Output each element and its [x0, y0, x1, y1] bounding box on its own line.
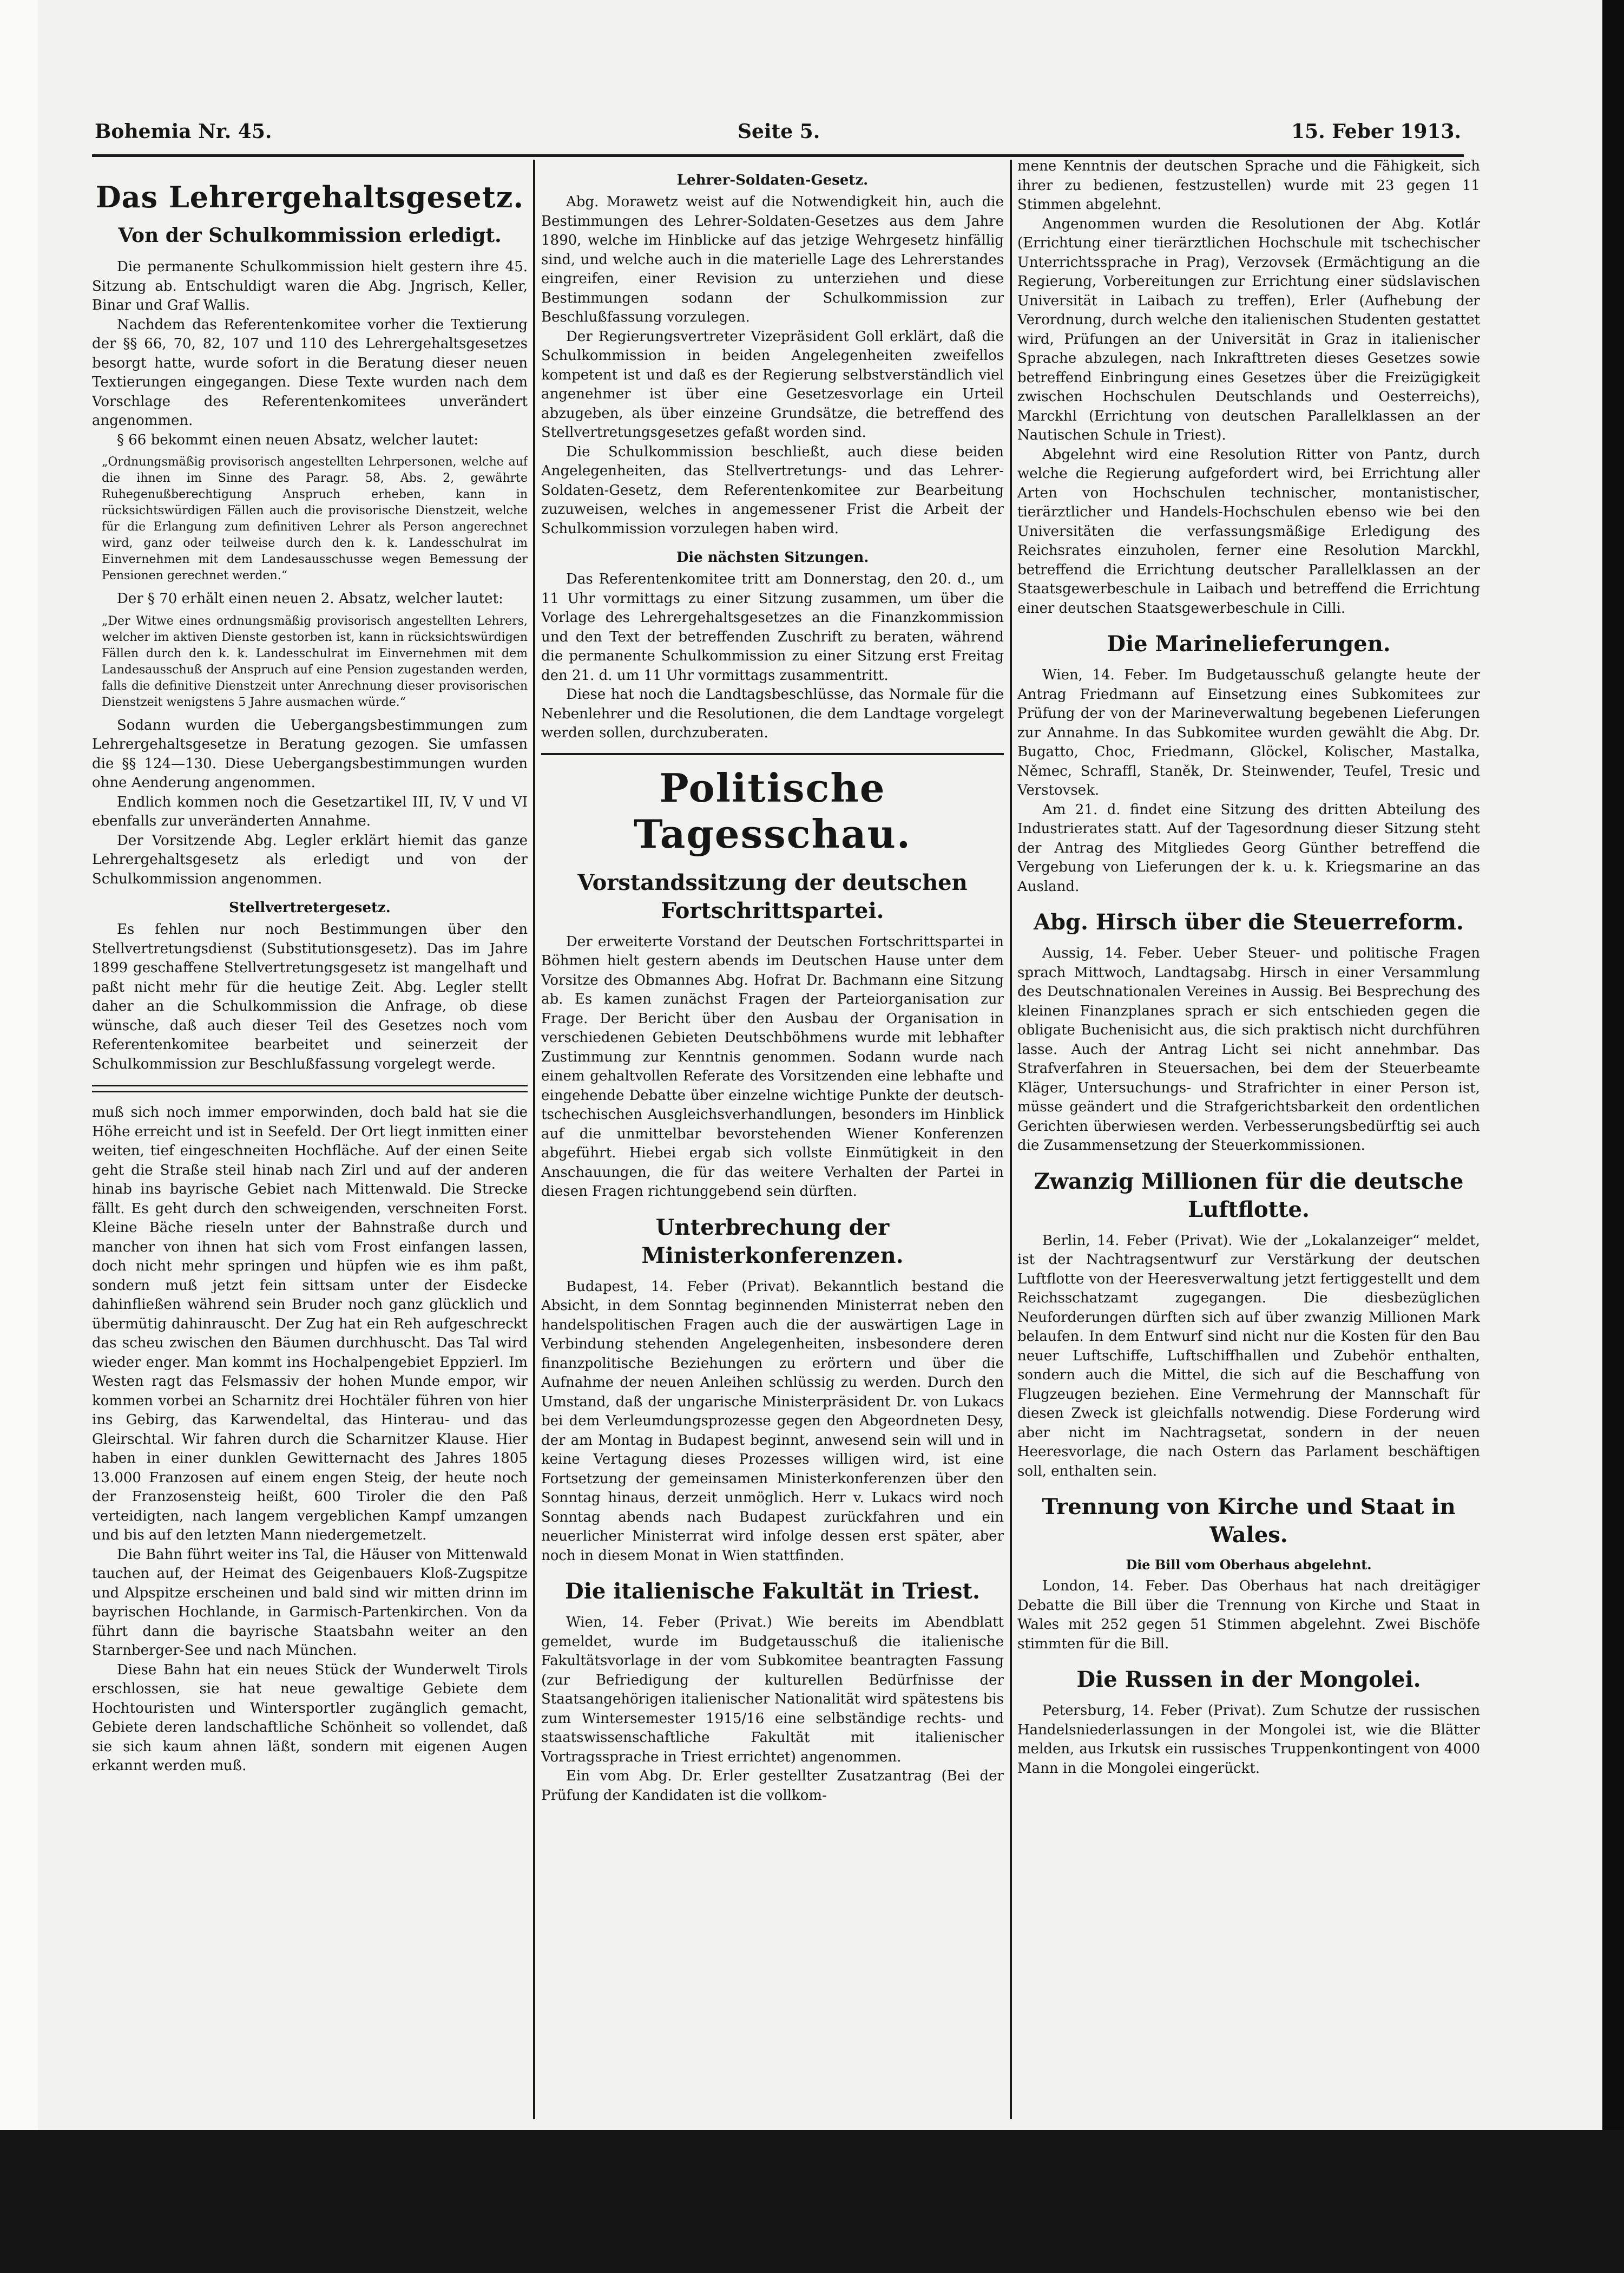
- article-subtitle: Von der Schulkommission erledigt.: [118, 224, 502, 247]
- paragraph: Diese hat noch die Landtagsbeschlüsse, das Normale für die Nebenlehrer und die Resolutionen, die dem Landtage vorgelegt werden sollen, durchzuberaten.: [541, 686, 1004, 741]
- article-body: [92, 258, 528, 450]
- column-2: [541, 168, 1004, 2117]
- column-rule-1: [533, 160, 535, 2119]
- scan-edge: [1602, 0, 1624, 2273]
- paragraph: Abg. Morawetz weist auf die Notwendigkeit hin, auch die Bestimmungen des Lehrer-Soldaten-Gesetzes aus dem Jahre 1890, welche im Hinblicke auf das jetzige Wehrgesetz hinfällig sind, und welche auch in die materielle Lage des Lehrerstandes eingreifen, einer Revision zu unterziehen und diese Bestimmungen sodann der Schulkommission zur Beschlußfassung vorzulegen.: [541, 194, 1004, 325]
- section-heading: Lehrer-Soldaten-Gesetz.: [676, 172, 869, 188]
- article-title: Trennung von Kirche und Staat in Wales.: [1042, 1494, 1456, 1548]
- feuilleton-rule: [92, 1085, 528, 1092]
- header-issue: Bohemia Nr. 45.: [95, 120, 272, 143]
- paragraph: muß sich noch immer emporwinden, doch bald hat sie die Höhe erreicht und ist in Seefeld. Der Ort liegt inmitten einer weiten, tief eingeschneiten Hochfläche. Auf der einen Seite geht die Straße steil hinab nach Zirl und auf der anderen hinab ins bayrische Gebiet nach Mittenwald. Die Strecke fällt. Es geht durch den schweigenden, verschneiten Forst. Kleine Bäche rieseln unter der Bahnstraße durch und mancher von ihnen hat sich vom Frost einfangen lassen, doch nicht mehr springen und hüpfen wie es ihm paßt, sondern muß jetzt fein sittsam unter der Eisdecke dahinfließen während sein Bruder noch ganz glücklich und übermütig dahinrauscht. Der Zug hat ein Reh aufgeschreckt das scheu zwischen den Bäumen durchhuscht. Das Tal wird wieder enger. Man kommt ins Hochalpengebiet Eppzierl. Im Westen ragt das Felsmassiv der hohen Munde empor, wir kommen vorbei an Scharnitz drei Hochtäler führen von hier ins Gebirg, das Karwendeltal, das Hinterau- und das Gleirschtal. Wir fahren durch die Scharnitzer Klause. Hier haben in einer dunklen Gewitternacht des Jahres 1805 13.000 Franzosen auf einem engen Steig, der heute noch der Franzosensteig heißt, 600 Tiroler die den Paß verteidigten, nach langem vergeblichen Kampf umzangen und bis auf den letzten Mann niedergemetzelt.: [92, 1104, 528, 1543]
- paragraph: Der Vorsitzende Abg. Legler erklärt hiemit das ganze Lehrergehaltsgesetz als erledigt und von der Schulkommission angenommen.: [92, 832, 528, 887]
- paragraph: Es fehlen nur noch Bestimmungen über den Stellvertretungsdienst (Substitutionsgesetz). Das im Jahre 1899 geschaffene Stellvertretungsgesetz ist mangelhaft und paßt nicht mehr für die heutige Zeit. Abg. Legler stellt daher an die Schulkommission die Anfrage, ob diese wünsche, daß auch dieser Teil des Gesetzes noch vom Referentenkomitee bearbeitet und seinerzeit der Schulkommission zur Beschlußfassung vorgelegt werde.: [92, 921, 528, 1072]
- column-1: [92, 168, 528, 2117]
- article-subtitle: Die Bill vom Oberhaus abgelehnt.: [1126, 1557, 1372, 1573]
- scan-bottom-edge: [0, 2130, 1624, 2273]
- paragraph: Petersburg, 14. Feber (Privat). Zum Schutze der russischen Handelsniederlassungen in der Mongolei ist, wie die Blätter melden, aus Irkutsk ein russisches Truppenkontingent von 4000 Mann in die Mongolei eingerückt.: [1017, 1702, 1480, 1777]
- paragraph: Am 21. d. findet eine Sitzung des dritten Abteilung des Industrierates statt. Auf der Tagesordnung dieser Sitzung steht der Antrag des Mitgliedes Georg Günther betreffend die Vergebung von Lieferungen der k. u. k. Kriegsmarine an das Ausland.: [1017, 801, 1480, 895]
- quote: „Der Witwe eines ordnungsmäßig provisorisch angestellten Lehrers, welcher im aktiven Dienste gestorben ist, kann in rücksichtswürdigen Fällen durch den k. k. Landesschulrat im Einvernehmen mit dem Landesausschuß der Anspruch auf eine Pension zugestanden werden, falls die definitive Dienstzeit unter Anrechnung dieser provisorischen Dienstzeit wenigstens 5 Jahre ausmachen würde.“: [102, 614, 528, 709]
- section-heading: Die nächsten Sitzungen.: [676, 549, 869, 566]
- feuilleton-body: [92, 1103, 528, 1776]
- paragraph: Nachdem das Referentenkomitee vorher die Textierung der §§ 66, 70, 82, 107 und 110 des Lehrergehaltsgesetzes besorgt hatte, wurde sofort in die Beratung dieser neuen Textierungen eingegangen. Diese Texte wurden nach dem Vorschlage des Referentenkomitees unverändert angenommen.: [92, 316, 528, 429]
- article-title: Die italienische Fakultät in Triest.: [565, 1578, 980, 1604]
- article-title: Vorstandssitzung der deutschen Fortschrittspartei.: [577, 869, 968, 923]
- paragraph: Abgelehnt wird eine Resolution Ritter von Pantz, durch welche die Regierung aufgefordert wird, bei Errichtung aller Arten von Hochschulen technischer, montanistischer, tierärztlicher und Handels-Hochschulen ebenso wie bei den Universitäten die verfassungsmäßige Erledigung des Reichsrates einzuholen, ferner eine Resolution Marckhl, betreffend die Errichtung deutscher Parallelklassen an der Staatsgewerbeschule in Laibach und betreffend die Errichtung einer deutschen Staatsgewerbeschule in Cilli.: [1017, 446, 1480, 617]
- header-date: 15. Feber 1913.: [1291, 120, 1461, 143]
- paragraph: mene Kenntnis der deutschen Sprache und die Fähigkeit, sich ihrer zu bedienen, festzustellen) wurde mit 23 gegen 11 Stimmen abgelehnt.: [1017, 158, 1480, 213]
- quote: „Ordnungsmäßig provisorisch angestellten Lehrpersonen, welche auf die ihnen im Sinne des Paragr. 58, Abs. 2, gewährte Ruhegenußberechtigung Anspruch erheben, kann in rücksichtswürdigen Fällen auch die provisorische Dienstzeit, welche für die Erlangung zum definitiven Lehrer als Person angerechnet wird, ganz oder teilweise durch den k. k. Landesschulrat im Einvernehmen mit dem Landesausschusse wegen Bemessung der Pensionen gerechnet werden.“: [102, 455, 528, 582]
- paragraph: Die Schulkommission beschließt, auch diese beiden Angelegenheiten, das Stellvertretungs- und das Lehrer-Soldaten-Gesetz, dem Referentenkomitee zur Bearbeitung zuzuweisen, welches in angemessener Frist die Arbeit der Schulkommission vorzulegen haben wird.: [541, 443, 1004, 537]
- paragraph: Diese Bahn hat ein neues Stück der Wunderwelt Tirols erschlossen, sie hat neue gewaltige Gebiete dem Hochtouristen und Wintersportler zugänglich gemacht, Gebiete deren landschaftliche Schönheit so vollendet, daß sie sich kaum ahnen läßt, sondern mit eigenen Augen erkannt werden muß.: [92, 1661, 528, 1774]
- paragraph: London, 14. Feber. Das Oberhaus hat nach dreitägiger Debatte die Bill über die Trennung von Kirche und Staat in Wales mit 252 gegen 51 Stimmen abgelehnt. Zwei Bischöfe stimmten für die Bill.: [1017, 1578, 1480, 1652]
- paragraph: Budapest, 14. Feber (Privat). Bekanntlich bestand die Absicht, in dem Sonntag beginnenden Ministerrat neben den handelspolitischen Fragen auch die der auswärtigen Lage in Verbindung stehenden Angelegenheiten, insbesondere deren finanzpolitische Beziehungen zu erörtern und über die Aufnahme der neuen Anleihen schlüssig zu werden. Durch den Umstand, daß der ungarische Ministerpräsident Dr. von Lukacs bei dem Verleumdungsprozesse gegen den Abgeordneten Desy, der am Montag in Budapest beginnt, anwesend sein will und in keine Vertagung dieses Prozesses willigen wird, ist eine Fortsetzung der gemeinsamen Ministerkonferenzen über den Sonntag hinaus, derzeit unmöglich. Herr v. Lukacs wird noch Sonntag abends nach Budapest zurückfahren und ein neuerlicher Ministerrat wird infolge dessen erst später, aber noch in diesem Monat in Wien stattfinden.: [541, 1278, 1004, 1564]
- article-title: Unterbrechung der Ministerkonferenzen.: [641, 1214, 904, 1268]
- page-margin: [0, 0, 38, 2273]
- section-title: Politische Tagesschau.: [634, 764, 911, 857]
- header-page-number: Seite 5.: [738, 120, 820, 143]
- paragraph: Aussig, 14. Feber. Ueber Steuer- und politische Fragen sprach Mittwoch, Landtagsabg. Hirsch in einer Versammlung des Deutschnationalen Vereines in Aussig. Bei Besprechung des kleinen Finanzplanes sprach er sich entschieden gegen die obligate Buchenisicht aus, die sich praktisch nicht durchführen lasse. Auch der Antrag Licht sei nicht annehmbar. Das Strafverfahren in Steuersachen, bei dem der Steuerbeamte Kläger, Untersuchungs- und Strafrichter in einer Person ist, müsse geändert und die Strafgerichtsbarkeit den ordentlichen Gerichten überwiesen werden. Verbesserungsbedürftig sei auch die Zusammensetzung der Steuerkommissionen.: [1017, 945, 1480, 1154]
- page-header: [95, 120, 1461, 153]
- paragraph: Die permanente Schulkommission hielt gestern ihre 45. Sitzung ab. Entschuldigt waren die Abg. Jngrisch, Keller, Binar und Graf Wallis.: [92, 259, 528, 313]
- paragraph: Die Bahn führt weiter ins Tal, die Häuser von Mittenwald tauchen auf, der Heimat des Geigenbauers Kloß-Zugspitze und Alpspitze erscheinen und bald sind wir mitten drinn im bayrischen Hochlande, in Garmisch-Partenkirchen. Von da führt dann die bayrische Staatsbahn weiter an den Starnberger-See und nach München.: [92, 1546, 528, 1659]
- article-title: Das Lehrergehaltsgesetz.: [95, 180, 524, 214]
- paragraph: Berlin, 14. Feber (Privat). Wie der „Lokalanzeiger“ meldet, ist der Nachtragsentwurf zur Verstärkung der deutschen Luftflotte von der Heeresverwaltung jetzt fertiggestellt und dem Reichsschatzamt zugegangen. Die diesbezüglichen Neuforderungen dürften sich auf über zwanzig Millionen Mark belaufen. In dem Entwurf sind nicht nur die Kosten für den Bau neuer Luftschiffe, Luftschiffhallen und Zubehör enthalten, sondern auch die Mittel, die sich auf die Beschaffung von Flugzeugen beziehen. Eine Vermehrung der Mannschaft für diesen Zweck ist gleichfalls notwendig. Diese Forderung wird aber nicht im Nachtragsetat, sondern in der neuen Heeresvorlage, die nach Ostern das Parlament beschäftigen soll, enthalten sein.: [1017, 1232, 1480, 1479]
- column-3: [1017, 157, 1480, 2117]
- paragraph: § 66 bekommt einen neuen Absatz, welcher lautet:: [117, 431, 479, 448]
- article-title: Die Marinelieferungen.: [1107, 631, 1391, 657]
- paragraph: Der Regierungsvertreter Vizepräsident Goll erklärt, daß die Schulkommission in beiden Angelegenheiten zweifellos kompetent ist und daß es der Regierung selbstverständlich viel angenehmer ist über eine Gesetzesvorlage ein Urteil abzugeben, als über einzeine Grundsätze, die betreffend des Stellvertretungsgesetzes gefaßt worden sind.: [541, 328, 1004, 441]
- article-title: Zwanzig Millionen für die deutsche Luftflotte.: [1034, 1168, 1464, 1222]
- paragraph: Der erweiterte Vorstand der Deutschen Fortschrittspartei in Böhmen hielt gestern abends im Deutschen Hause unter dem Vorsitze des Obmannes Abg. Hofrat Dr. Bachmann eine Sitzung ab. Es kamen zunächst Fragen der Parteiorganisation zur Frage. Der Bericht über den Ausbau der Organisation in verschiedenen Gebieten Deutschböhmens wurde mit lebhafter Zustimmung zur Kenntnis genommen. Sodann wurde nach einem gehaltvollen Referate des Vorsitzenden eine lebhafte und eingehende Debatte über einzelne wichtige Punkte der deutsch-tschechischen Ausgleichsverhandlungen, besonders im Hinblick auf die unmittelbar bevorstehenden Wiener Konferenzen abgeführt. Hiebei ergab sich vollste Einmütigkeit in den Anschauungen, die für das weitere Verhalten der Partei in diesen Fragen richtunggebend sein dürften.: [541, 933, 1004, 1200]
- paragraph: Sodann wurden die Uebergangsbestimmungen zum Lehrergehaltsgesetze in Beratung gezogen. Sie umfassen die §§ 124—130. Diese Uebergangsbestimmungen wurden ohne Aenderung angenommen.: [92, 717, 528, 791]
- paragraph: Das Referentenkomitee tritt am Donnerstag, den 20. d., um 11 Uhr vormittags zu einer Sitzung zusammen, um über die Vorlage des Lehrergehaltsgesetzes an die Finanzkommission und den Text der betreffenden Zuschrift zu beraten, während die permanente Schulkommission zu einer Sitzung erst Freitag den 21. d. um 11 Uhr vormittags zusammentritt.: [541, 571, 1004, 684]
- section-heading: Stellvertretergesetz.: [229, 900, 391, 916]
- article-title: Die Russen in der Mongolei.: [1076, 1667, 1421, 1692]
- paragraph: Endlich kommen noch die Gesetzartikel III, IV, V und VI ebenfalls zur unveränderten Annahme.: [92, 794, 528, 829]
- paragraph: Wien, 14. Feber (Privat.) Wie bereits im Abendblatt gemeldet, wurde im Budgetausschuß die italienische Fakultätsvorlage in der vom Subkomitee beantragten Fassung (zur Befriedigung der kulturellen Bedürfnisse der Staatsangehörigen italienischer Nationalität wird spätestens bis zum Wintersemester 1915/16 eine selbständige rechts- und staatswissenschaftliche Fakultät mit italienischer Vortragssprache in Triest errichtet) angenommen.: [541, 1614, 1004, 1765]
- article-title: Abg. Hirsch über die Steuerreform.: [1034, 909, 1464, 935]
- column-rule-2: [1010, 160, 1012, 2119]
- paragraph: Der § 70 erhält einen neuen 2. Absatz, welcher lautet:: [117, 591, 503, 607]
- paragraph: Ein vom Abg. Dr. Erler gestellter Zusatzantrag (Bei der Prüfung der Kandidaten ist die vollkom-: [541, 1768, 1004, 1804]
- section-rule: [541, 753, 1004, 755]
- paragraph: Angenommen wurden die Resolutionen der Abg. Kotlár (Errichtung einer tierärztlichen Hochschule mit tschechischer Unterrichtssprache in Prag), Verzovsek (Ermächtigung an die Regierung, Vorbereitungen zur Errichtung einer südslavischen Universität in Laibach zu treffen), Erler (Aufhebung der Verordnung, durch welche den italienischen Studenten gestattet wird, Prüfungen an der Universität in Graz in italienischer Sprache abzulegen, nach Inkrafttreten dieses Gesetzes sowie betreffend Einbringung eines Gesetzes über die Freizügigkeit zwischen Hochschulen Deutschlands und Oesterreichs), Marckhl (Errichtung von deutschen Parallelklassen an der Nautischen Schule in Triest).: [1017, 215, 1480, 443]
- paragraph: Wien, 14. Feber. Im Budgetausschuß gelangte heute der Antrag Friedmann auf Einsetzung eines Subkomitees zur Prüfung der von der Marineverwaltung begebenen Lieferungen zur Annahme. In das Subkomitee wurden gewählt die Abg. Dr. Bugatto, Choc, Friedmann, Glöckel, Kolischer, Mastalka, Němec, Schraffl, Staněk, Dr. Steinwender, Teufel, Tresic und Verstovsek.: [1017, 667, 1480, 798]
